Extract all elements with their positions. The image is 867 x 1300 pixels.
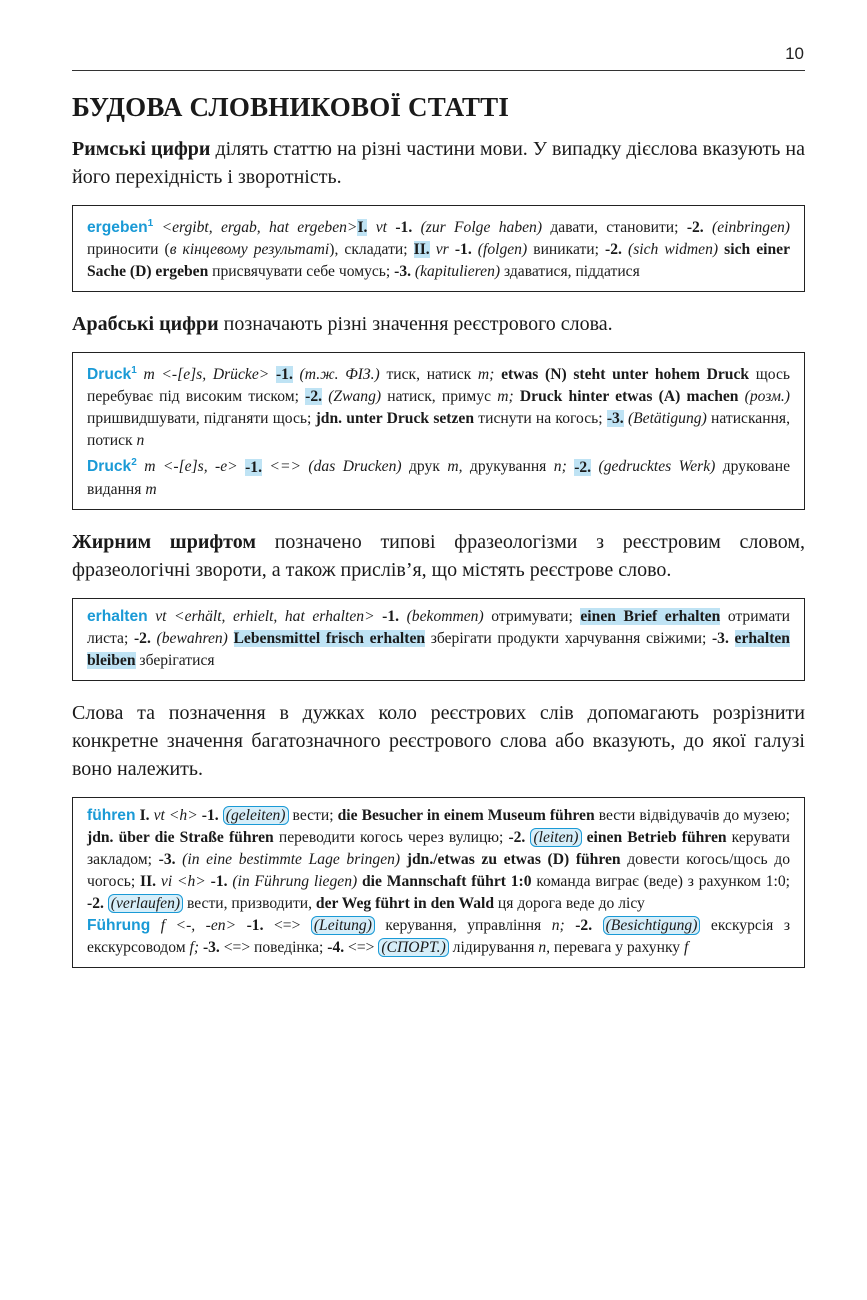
sense-number: -2.: [133, 629, 151, 647]
translation: тиснути на когось;: [474, 410, 607, 428]
phrase: jdn./etwas zu etwas (D) führen: [400, 850, 621, 868]
headword: erhalten: [87, 607, 148, 625]
entry-box-ergeben: [72, 205, 805, 292]
entry-box-fuehren: [72, 797, 805, 968]
intro-bold: Римські цифри: [72, 138, 211, 160]
phrase: die Mannschaft führt 1:0: [357, 872, 532, 890]
phrase: einen Brief erhalten: [580, 607, 721, 625]
sense-number: -3.: [199, 938, 220, 956]
sense-number: -2.: [605, 241, 622, 259]
gloss: (folgen): [471, 241, 528, 259]
phrase: einen Betrieb führen: [581, 828, 727, 846]
entry-line-fuehrung: [87, 915, 790, 959]
gender: m;: [497, 388, 514, 406]
gloss: (einbringen): [703, 219, 790, 237]
translation: приносити (: [87, 241, 170, 259]
page-number: 10: [785, 44, 804, 63]
gloss: (zur Folge haben): [412, 219, 543, 237]
forms: m <-[e]s, Drücke>: [136, 366, 276, 384]
gloss: (розм.): [738, 388, 790, 406]
translation: керувати закладом;: [87, 828, 791, 868]
gloss: (in eine bestimmte Lage bringen): [175, 850, 401, 868]
section-brackets-intro: [72, 699, 805, 783]
translation: перевага у рахунку: [550, 938, 685, 956]
homonym-number: 2: [131, 457, 137, 469]
marker: <=>: [344, 938, 379, 956]
gloss-highlight: (Besichtigung): [603, 916, 701, 935]
gloss: (kapitulieren): [411, 263, 501, 281]
marker: <=>: [263, 916, 311, 934]
forms: <ergibt, ergab, hat ergeben>: [153, 219, 358, 237]
headword: führen: [87, 806, 136, 824]
gloss: <=> (das Drucken): [262, 458, 402, 476]
gender: m: [145, 480, 157, 498]
gloss: (т.ж. ФІЗ.): [292, 366, 380, 384]
sense-number: -1.: [275, 366, 293, 384]
gloss: (gedrucktes Werk): [591, 458, 716, 476]
sense-number: -2.: [305, 388, 323, 406]
sense-number: -1.: [210, 872, 228, 890]
translation: отримати листа;: [87, 607, 790, 647]
gloss-highlight: (verlaufen): [108, 894, 183, 913]
sense-number: -3.: [606, 410, 624, 428]
headword: Druck: [87, 366, 132, 384]
phrase: Lebensmittel frisch erhalten: [233, 629, 426, 647]
forms: vt <erhält, erhielt, hat erhalten>: [147, 607, 383, 625]
headword: ergeben: [87, 219, 148, 237]
translation: <=> поведінка;: [219, 938, 328, 956]
sense-number: -1.: [201, 806, 219, 824]
translation: переводити когось через вулицю;: [273, 828, 509, 846]
sense-number: -1.: [454, 241, 472, 259]
sense-number: -3.: [711, 629, 729, 647]
headword: Druck: [87, 458, 132, 476]
forms: f <-, -en>: [150, 916, 247, 934]
roman-numeral: II.: [140, 872, 157, 890]
sense-number: -4.: [327, 938, 345, 956]
phrase: Druck hinter etwas (A) machen: [513, 388, 739, 406]
translation: присвячувати себе чомусь;: [208, 263, 395, 281]
page-title: БУДОВА СЛОВНИКОВОЇ СТАТТІ: [72, 92, 510, 122]
gender: n;: [551, 916, 565, 934]
gender: n;: [553, 458, 575, 476]
translation: вести;: [288, 806, 338, 824]
sense-number: -2.: [508, 828, 526, 846]
translation: лідирування: [448, 938, 539, 956]
translation: довести когось/щось до чогось;: [87, 850, 790, 890]
sense-number: -2.: [87, 894, 104, 912]
entry-line-druck2: [87, 452, 790, 500]
translation: тиск, натиск: [379, 366, 478, 384]
header-rule: [72, 70, 805, 71]
grammar: vr: [429, 241, 455, 259]
homonym-number: 1: [131, 365, 137, 377]
section-roman-intro: [72, 135, 805, 191]
gloss: (in Führung liegen): [227, 872, 358, 890]
translation: виникати;: [527, 241, 606, 259]
translation: вести відвідувачів до музею;: [594, 806, 791, 824]
translation: натискання, потиск: [87, 410, 790, 450]
translation: друкування: [462, 458, 554, 476]
phrase: etwas (N) steht unter hohem Druck: [494, 366, 750, 384]
gloss-highlight: (leiten): [530, 828, 581, 847]
section-bold-intro: [72, 528, 805, 584]
intro-text: позначено типові фразеологізми з реєстровим словом, фразеологічні звороти, а також прислів’я, що містять реєстрове слово.: [72, 530, 805, 581]
page-content: [72, 92, 805, 986]
gloss-highlight: (СПОРТ.): [378, 938, 448, 957]
translation: ця дорога веде до лісу: [494, 894, 645, 912]
sense-number: -1.: [395, 219, 413, 237]
phrase: der Weg führt in den Wald: [315, 894, 494, 912]
sense-number: -3.: [394, 263, 412, 281]
sense-number: -3.: [158, 850, 176, 868]
translation: давати, становити;: [542, 219, 687, 237]
gloss: (bewahren): [150, 629, 234, 647]
translation: друковане видання: [87, 458, 790, 498]
translation: зберігати продукти харчування свіжими;: [425, 629, 712, 647]
grammar: vt <h>: [149, 806, 202, 824]
translation: команда виграє (веде) з рахунком 1:0;: [531, 872, 791, 890]
gender: m;: [477, 366, 495, 384]
translation: вести, призводити,: [183, 894, 316, 912]
translation: здаватися, піддатися: [500, 263, 640, 281]
translation: керування, управління: [374, 916, 552, 934]
translation: натиск, примус: [381, 388, 498, 406]
translation: пришвидшувати, підганяти щось;: [87, 410, 316, 428]
gloss-highlight: (geleiten): [223, 806, 289, 825]
roman-numeral: I.: [357, 219, 368, 237]
sense-number: -2.: [574, 458, 592, 476]
intro-bold: Жирним шрифтом: [72, 530, 256, 553]
gender: f;: [189, 938, 200, 956]
sense-number: -1.: [246, 916, 264, 934]
translation: ), складати;: [329, 241, 414, 259]
gloss: в кінцевому результаті: [169, 241, 330, 259]
entry-box-erhalten: [72, 598, 805, 681]
sense-number: -1.: [382, 607, 400, 625]
intro-text: позначають різні значення реєстрового слова.: [218, 313, 613, 336]
phrase: erhalten bleiben: [87, 629, 790, 669]
gloss-highlight: (Leitung): [311, 916, 375, 935]
section-arabic-intro: [72, 310, 805, 338]
gender: n: [136, 432, 145, 450]
intro-text: Слова та позначення в дужках коло реєстрових слів допомагають розрізнити конкретне значення багатозначного реєстрового слова або вказують, до якої галузі воно належить.: [72, 701, 805, 780]
sense-number: -2.: [564, 916, 593, 934]
gender: f: [684, 938, 689, 956]
translation: зберігатися: [135, 651, 215, 669]
gloss: (Zwang): [322, 388, 382, 406]
gloss: (bekommen): [399, 607, 484, 625]
entry-box-druck: [72, 352, 805, 509]
roman-numeral: I.: [135, 806, 150, 824]
intro-text: ділять статтю на різні частини мови. У випадку дієслова вказують на його перехідність і зворотність.: [72, 138, 805, 188]
gloss: (sich widmen): [621, 241, 719, 259]
headword: Führung: [87, 916, 151, 934]
phrase: jdn. über die Straße führen: [87, 828, 274, 846]
grammar: vt: [367, 219, 396, 237]
intro-bold: Арабські цифри: [72, 313, 219, 336]
gloss: (Betätigung): [623, 410, 707, 428]
phrase: die Besucher in einem Museum führen: [337, 806, 595, 824]
roman-numeral: II.: [413, 241, 430, 259]
grammar: vi <h>: [156, 872, 211, 890]
translation: екскурсія з екскурсоводом: [87, 916, 790, 956]
homonym-number: 1: [147, 218, 154, 229]
sense-number: -2.: [686, 219, 704, 237]
phrase: sich einer Sache (D) ergeben: [87, 241, 790, 281]
gender: n,: [538, 938, 551, 956]
translation: щось перебуває під високим тиском;: [87, 366, 790, 406]
sense-number: -1.: [245, 458, 262, 476]
forms: m <-[e]s, -e>: [136, 458, 246, 476]
translation: друк: [401, 458, 448, 476]
gender: m,: [447, 458, 463, 476]
translation: отримувати;: [483, 607, 581, 625]
phrase: jdn. unter Druck setzen: [315, 410, 475, 428]
